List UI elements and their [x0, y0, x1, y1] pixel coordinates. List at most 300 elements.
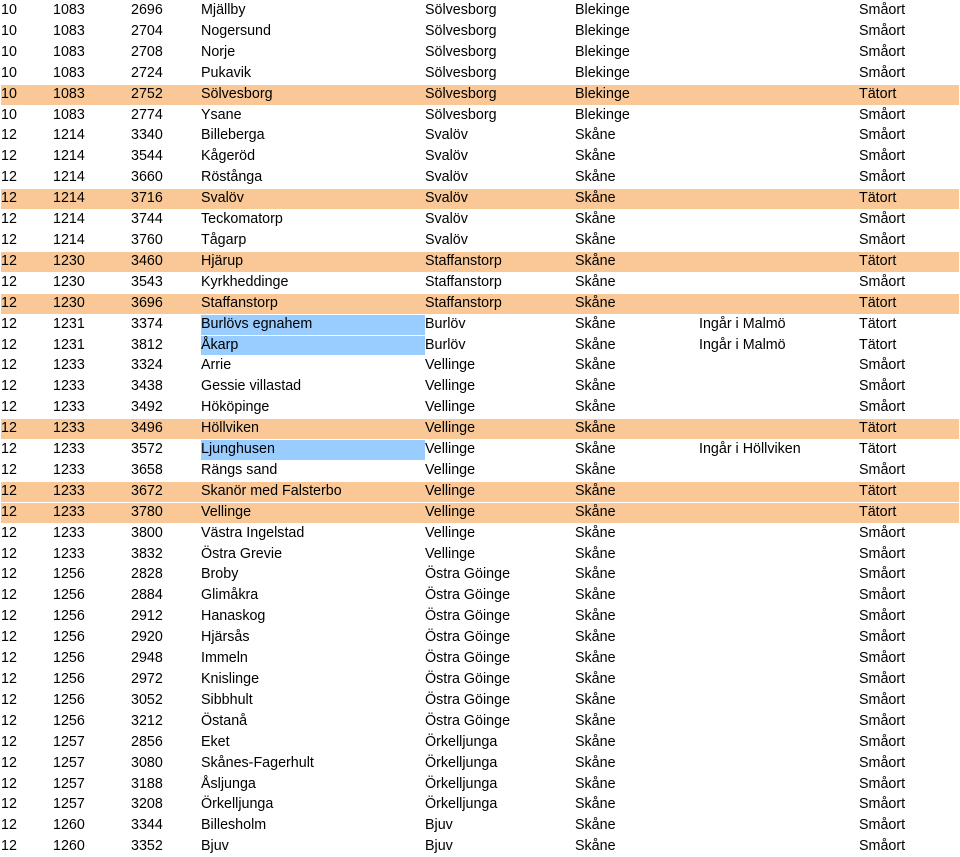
note-cell[interactable] — [699, 607, 859, 628]
locality-type-cell[interactable]: Tätort — [859, 502, 959, 523]
municipality-code-cell[interactable]: 1233 — [53, 544, 131, 565]
locality-code-cell[interactable]: 2972 — [131, 670, 201, 691]
note-cell[interactable] — [699, 753, 859, 774]
locality-code-cell[interactable]: 2704 — [131, 21, 201, 42]
note-cell[interactable] — [699, 251, 859, 272]
municipality-name-cell[interactable]: Vellinge — [425, 544, 575, 565]
locality-name-cell[interactable]: Höllviken — [201, 419, 425, 440]
locality-type-cell[interactable]: Småort — [859, 460, 959, 481]
county-name-cell[interactable]: Skåne — [575, 440, 699, 461]
locality-type-cell[interactable]: Tätort — [859, 481, 959, 502]
county-name-cell[interactable]: Blekinge — [575, 84, 699, 105]
locality-code-cell[interactable]: 3760 — [131, 230, 201, 251]
note-cell[interactable] — [699, 84, 859, 105]
municipality-name-cell[interactable]: Östra Göinge — [425, 586, 575, 607]
locality-name-cell[interactable]: Knislinge — [201, 670, 425, 691]
municipality-code-cell[interactable]: 1214 — [53, 126, 131, 147]
municipality-code-cell[interactable]: 1256 — [53, 586, 131, 607]
locality-name-cell[interactable]: Norje — [201, 42, 425, 63]
locality-name-cell[interactable]: Hököpinge — [201, 398, 425, 419]
municipality-name-cell[interactable]: Sölvesborg — [425, 105, 575, 126]
locality-type-cell[interactable]: Småort — [859, 837, 959, 857]
lan-code-cell[interactable]: 12 — [1, 335, 53, 356]
locality-name-cell[interactable]: Röstånga — [201, 168, 425, 189]
note-cell[interactable] — [699, 628, 859, 649]
locality-code-cell[interactable]: 2774 — [131, 105, 201, 126]
lan-code-cell[interactable]: 12 — [1, 837, 53, 857]
locality-type-cell[interactable]: Tätort — [859, 419, 959, 440]
county-name-cell[interactable]: Skåne — [575, 335, 699, 356]
locality-type-cell[interactable]: Småort — [859, 816, 959, 837]
municipality-code-cell[interactable]: 1256 — [53, 690, 131, 711]
locality-name-cell[interactable]: Ysane — [201, 105, 425, 126]
lan-code-cell[interactable]: 12 — [1, 460, 53, 481]
municipality-code-cell[interactable]: 1233 — [53, 356, 131, 377]
locality-code-cell[interactable]: 2752 — [131, 84, 201, 105]
municipality-code-cell[interactable]: 1257 — [53, 753, 131, 774]
locality-code-cell[interactable]: 3374 — [131, 314, 201, 335]
locality-code-cell[interactable]: 2884 — [131, 586, 201, 607]
note-cell[interactable]: Ingår i Malmö — [699, 314, 859, 335]
locality-type-cell[interactable]: Småort — [859, 628, 959, 649]
locality-code-cell[interactable]: 3660 — [131, 168, 201, 189]
county-name-cell[interactable]: Skåne — [575, 126, 699, 147]
municipality-code-cell[interactable]: 1231 — [53, 314, 131, 335]
note-cell[interactable] — [699, 649, 859, 670]
note-cell[interactable]: Ingår i Malmö — [699, 335, 859, 356]
municipality-name-cell[interactable]: Svalöv — [425, 126, 575, 147]
county-name-cell[interactable]: Skåne — [575, 670, 699, 691]
locality-type-cell[interactable]: Småort — [859, 753, 959, 774]
county-name-cell[interactable]: Blekinge — [575, 1, 699, 22]
lan-code-cell[interactable]: 12 — [1, 565, 53, 586]
locality-type-cell[interactable]: Tätort — [859, 314, 959, 335]
lan-code-cell[interactable]: 12 — [1, 251, 53, 272]
locality-type-cell[interactable]: Småort — [859, 523, 959, 544]
note-cell[interactable]: Ingår i Höllviken — [699, 440, 859, 461]
locality-name-cell[interactable]: Kyrkheddinge — [201, 272, 425, 293]
municipality-name-cell[interactable]: Staffanstorp — [425, 272, 575, 293]
county-name-cell[interactable]: Blekinge — [575, 105, 699, 126]
note-cell[interactable] — [699, 356, 859, 377]
locality-code-cell[interactable]: 3438 — [131, 377, 201, 398]
locality-code-cell[interactable]: 2708 — [131, 42, 201, 63]
lan-code-cell[interactable]: 12 — [1, 126, 53, 147]
county-name-cell[interactable]: Skåne — [575, 398, 699, 419]
county-name-cell[interactable]: Skåne — [575, 293, 699, 314]
locality-type-cell[interactable]: Småort — [859, 377, 959, 398]
county-name-cell[interactable]: Skåne — [575, 753, 699, 774]
municipality-name-cell[interactable]: Vellinge — [425, 377, 575, 398]
municipality-code-cell[interactable]: 1260 — [53, 816, 131, 837]
locality-type-cell[interactable]: Småort — [859, 126, 959, 147]
county-name-cell[interactable]: Skåne — [575, 607, 699, 628]
locality-code-cell[interactable]: 2948 — [131, 649, 201, 670]
county-name-cell[interactable]: Skåne — [575, 314, 699, 335]
locality-name-cell[interactable]: Östanå — [201, 711, 425, 732]
lan-code-cell[interactable]: 12 — [1, 147, 53, 168]
municipality-name-cell[interactable]: Burlöv — [425, 335, 575, 356]
municipality-name-cell[interactable]: Burlöv — [425, 314, 575, 335]
locality-name-cell[interactable]: Kågeröd — [201, 147, 425, 168]
note-cell[interactable] — [699, 398, 859, 419]
locality-type-cell[interactable]: Tätort — [859, 189, 959, 210]
lan-code-cell[interactable]: 12 — [1, 293, 53, 314]
locality-name-cell[interactable]: Staffanstorp — [201, 293, 425, 314]
lan-code-cell[interactable]: 12 — [1, 586, 53, 607]
municipality-name-cell[interactable]: Vellinge — [425, 419, 575, 440]
county-name-cell[interactable]: Skåne — [575, 565, 699, 586]
municipality-name-cell[interactable]: Vellinge — [425, 440, 575, 461]
note-cell[interactable] — [699, 544, 859, 565]
lan-code-cell[interactable]: 12 — [1, 753, 53, 774]
lan-code-cell[interactable]: 12 — [1, 774, 53, 795]
locality-name-cell[interactable]: Glimåkra — [201, 586, 425, 607]
locality-type-cell[interactable]: Småort — [859, 732, 959, 753]
locality-type-cell[interactable]: Småort — [859, 168, 959, 189]
county-name-cell[interactable]: Skåne — [575, 147, 699, 168]
locality-type-cell[interactable]: Småort — [859, 774, 959, 795]
locality-code-cell[interactable]: 3658 — [131, 460, 201, 481]
county-name-cell[interactable]: Skåne — [575, 816, 699, 837]
county-name-cell[interactable]: Skåne — [575, 356, 699, 377]
municipality-name-cell[interactable]: Örkelljunga — [425, 732, 575, 753]
locality-code-cell[interactable]: 3052 — [131, 690, 201, 711]
locality-code-cell[interactable]: 3744 — [131, 210, 201, 231]
note-cell[interactable] — [699, 63, 859, 84]
locality-code-cell[interactable]: 2724 — [131, 63, 201, 84]
locality-type-cell[interactable]: Småort — [859, 105, 959, 126]
locality-type-cell[interactable]: Tätort — [859, 440, 959, 461]
locality-code-cell[interactable]: 2912 — [131, 607, 201, 628]
municipality-name-cell[interactable]: Staffanstorp — [425, 251, 575, 272]
locality-code-cell[interactable]: 3812 — [131, 335, 201, 356]
county-name-cell[interactable]: Skåne — [575, 711, 699, 732]
lan-code-cell[interactable]: 10 — [1, 84, 53, 105]
municipality-name-cell[interactable]: Östra Göinge — [425, 649, 575, 670]
county-name-cell[interactable]: Skåne — [575, 586, 699, 607]
locality-name-cell[interactable]: Eket — [201, 732, 425, 753]
municipality-code-cell[interactable]: 1214 — [53, 147, 131, 168]
locality-type-cell[interactable]: Småort — [859, 649, 959, 670]
note-cell[interactable] — [699, 272, 859, 293]
municipality-name-cell[interactable]: Östra Göinge — [425, 670, 575, 691]
locality-name-cell[interactable]: Bjuv — [201, 837, 425, 857]
locality-type-cell[interactable]: Småort — [859, 586, 959, 607]
note-cell[interactable] — [699, 210, 859, 231]
locality-code-cell[interactable]: 3672 — [131, 481, 201, 502]
municipality-code-cell[interactable]: 1083 — [53, 21, 131, 42]
locality-type-cell[interactable]: Småort — [859, 272, 959, 293]
county-name-cell[interactable]: Skåne — [575, 272, 699, 293]
lan-code-cell[interactable]: 12 — [1, 168, 53, 189]
municipality-name-cell[interactable]: Svalöv — [425, 189, 575, 210]
locality-code-cell[interactable]: 3543 — [131, 272, 201, 293]
municipality-code-cell[interactable]: 1233 — [53, 502, 131, 523]
lan-code-cell[interactable]: 12 — [1, 502, 53, 523]
locality-type-cell[interactable]: Småort — [859, 544, 959, 565]
note-cell[interactable] — [699, 523, 859, 544]
locality-code-cell[interactable]: 2920 — [131, 628, 201, 649]
locality-type-cell[interactable]: Småort — [859, 711, 959, 732]
locality-name-cell[interactable]: Svalöv — [201, 189, 425, 210]
locality-name-cell[interactable]: Burlövs egnahem — [201, 314, 425, 335]
locality-name-cell[interactable]: Tågarp — [201, 230, 425, 251]
municipality-name-cell[interactable]: Östra Göinge — [425, 607, 575, 628]
municipality-code-cell[interactable]: 1257 — [53, 774, 131, 795]
locality-name-cell[interactable]: Nogersund — [201, 21, 425, 42]
locality-name-cell[interactable]: Örkelljunga — [201, 795, 425, 816]
municipality-code-cell[interactable]: 1214 — [53, 168, 131, 189]
locality-type-cell[interactable]: Tätort — [859, 335, 959, 356]
municipality-code-cell[interactable]: 1256 — [53, 670, 131, 691]
locality-code-cell[interactable]: 2828 — [131, 565, 201, 586]
locality-type-cell[interactable]: Tätort — [859, 293, 959, 314]
locality-name-cell[interactable]: Vellinge — [201, 502, 425, 523]
lan-code-cell[interactable]: 12 — [1, 481, 53, 502]
lan-code-cell[interactable]: 12 — [1, 189, 53, 210]
note-cell[interactable] — [699, 711, 859, 732]
locality-code-cell[interactable]: 3492 — [131, 398, 201, 419]
note-cell[interactable] — [699, 419, 859, 440]
locality-code-cell[interactable]: 2856 — [131, 732, 201, 753]
note-cell[interactable] — [699, 690, 859, 711]
locality-name-cell[interactable]: Sölvesborg — [201, 84, 425, 105]
lan-code-cell[interactable]: 12 — [1, 711, 53, 732]
municipality-name-cell[interactable]: Östra Göinge — [425, 565, 575, 586]
municipality-name-cell[interactable]: Svalöv — [425, 168, 575, 189]
note-cell[interactable] — [699, 42, 859, 63]
locality-type-cell[interactable]: Småort — [859, 63, 959, 84]
municipality-name-cell[interactable]: Sölvesborg — [425, 42, 575, 63]
municipality-code-cell[interactable]: 1233 — [53, 481, 131, 502]
locality-name-cell[interactable]: Billesholm — [201, 816, 425, 837]
county-name-cell[interactable]: Skåne — [575, 837, 699, 857]
lan-code-cell[interactable]: 10 — [1, 42, 53, 63]
locality-code-cell[interactable]: 2696 — [131, 1, 201, 22]
locality-name-cell[interactable]: Östra Grevie — [201, 544, 425, 565]
locality-code-cell[interactable]: 3572 — [131, 440, 201, 461]
municipality-code-cell[interactable]: 1233 — [53, 523, 131, 544]
note-cell[interactable] — [699, 293, 859, 314]
county-name-cell[interactable]: Skåne — [575, 795, 699, 816]
county-name-cell[interactable]: Skåne — [575, 230, 699, 251]
lan-code-cell[interactable]: 12 — [1, 272, 53, 293]
locality-name-cell[interactable]: Hjärup — [201, 251, 425, 272]
note-cell[interactable] — [699, 105, 859, 126]
municipality-code-cell[interactable]: 1233 — [53, 398, 131, 419]
lan-code-cell[interactable]: 12 — [1, 419, 53, 440]
municipality-name-cell[interactable]: Östra Göinge — [425, 628, 575, 649]
locality-type-cell[interactable]: Småort — [859, 21, 959, 42]
locality-type-cell[interactable]: Tätort — [859, 84, 959, 105]
municipality-code-cell[interactable]: 1214 — [53, 189, 131, 210]
municipality-name-cell[interactable]: Vellinge — [425, 502, 575, 523]
locality-type-cell[interactable]: Småort — [859, 147, 959, 168]
locality-type-cell[interactable]: Småort — [859, 1, 959, 22]
locality-name-cell[interactable]: Broby — [201, 565, 425, 586]
locality-name-cell[interactable]: Skanör med Falsterbo — [201, 481, 425, 502]
county-name-cell[interactable]: Skåne — [575, 168, 699, 189]
locality-type-cell[interactable]: Småort — [859, 356, 959, 377]
county-name-cell[interactable]: Skåne — [575, 649, 699, 670]
municipality-code-cell[interactable]: 1233 — [53, 440, 131, 461]
county-name-cell[interactable]: Blekinge — [575, 21, 699, 42]
municipality-name-cell[interactable]: Svalöv — [425, 147, 575, 168]
locality-name-cell[interactable]: Hanaskog — [201, 607, 425, 628]
locality-type-cell[interactable]: Småort — [859, 398, 959, 419]
lan-code-cell[interactable]: 12 — [1, 628, 53, 649]
lan-code-cell[interactable]: 12 — [1, 795, 53, 816]
locality-name-cell[interactable]: Åsljunga — [201, 774, 425, 795]
county-name-cell[interactable]: Skåne — [575, 251, 699, 272]
municipality-code-cell[interactable]: 1083 — [53, 1, 131, 22]
municipality-name-cell[interactable]: Vellinge — [425, 356, 575, 377]
locality-name-cell[interactable]: Västra Ingelstad — [201, 523, 425, 544]
municipality-code-cell[interactable]: 1257 — [53, 732, 131, 753]
municipality-code-cell[interactable]: 1230 — [53, 251, 131, 272]
county-name-cell[interactable]: Skåne — [575, 690, 699, 711]
municipality-name-cell[interactable]: Staffanstorp — [425, 293, 575, 314]
locality-code-cell[interactable]: 3340 — [131, 126, 201, 147]
locality-type-cell[interactable]: Småort — [859, 795, 959, 816]
municipality-code-cell[interactable]: 1233 — [53, 460, 131, 481]
county-name-cell[interactable]: Skåne — [575, 502, 699, 523]
municipality-name-cell[interactable]: Sölvesborg — [425, 84, 575, 105]
municipality-name-cell[interactable]: Sölvesborg — [425, 1, 575, 22]
note-cell[interactable] — [699, 670, 859, 691]
lan-code-cell[interactable]: 12 — [1, 816, 53, 837]
municipality-name-cell[interactable]: Svalöv — [425, 230, 575, 251]
note-cell[interactable] — [699, 189, 859, 210]
locality-code-cell[interactable]: 3324 — [131, 356, 201, 377]
locality-name-cell[interactable]: Hjärsås — [201, 628, 425, 649]
locality-name-cell[interactable]: Mjällby — [201, 1, 425, 22]
locality-type-cell[interactable]: Småort — [859, 210, 959, 231]
locality-code-cell[interactable]: 3544 — [131, 147, 201, 168]
locality-code-cell[interactable]: 3496 — [131, 419, 201, 440]
locality-code-cell[interactable]: 3716 — [131, 189, 201, 210]
locality-code-cell[interactable]: 3208 — [131, 795, 201, 816]
municipality-code-cell[interactable]: 1231 — [53, 335, 131, 356]
municipality-code-cell[interactable]: 1083 — [53, 84, 131, 105]
municipality-name-cell[interactable]: Vellinge — [425, 460, 575, 481]
locality-name-cell[interactable]: Immeln — [201, 649, 425, 670]
municipality-name-cell[interactable]: Vellinge — [425, 398, 575, 419]
county-name-cell[interactable]: Skåne — [575, 189, 699, 210]
locality-code-cell[interactable]: 3800 — [131, 523, 201, 544]
municipality-name-cell[interactable]: Svalöv — [425, 210, 575, 231]
locality-type-cell[interactable]: Småort — [859, 565, 959, 586]
municipality-code-cell[interactable]: 1233 — [53, 377, 131, 398]
locality-name-cell[interactable]: Arrie — [201, 356, 425, 377]
note-cell[interactable] — [699, 230, 859, 251]
locality-code-cell[interactable]: 3188 — [131, 774, 201, 795]
municipality-code-cell[interactable]: 1256 — [53, 711, 131, 732]
municipality-name-cell[interactable]: Bjuv — [425, 837, 575, 857]
lan-code-cell[interactable]: 12 — [1, 607, 53, 628]
locality-code-cell[interactable]: 3080 — [131, 753, 201, 774]
municipality-code-cell[interactable]: 1257 — [53, 795, 131, 816]
lan-code-cell[interactable]: 12 — [1, 649, 53, 670]
lan-code-cell[interactable]: 12 — [1, 440, 53, 461]
note-cell[interactable] — [699, 377, 859, 398]
lan-code-cell[interactable]: 10 — [1, 63, 53, 84]
locality-code-cell[interactable]: 3780 — [131, 502, 201, 523]
municipality-name-cell[interactable]: Örkelljunga — [425, 795, 575, 816]
county-name-cell[interactable]: Skåne — [575, 419, 699, 440]
county-name-cell[interactable]: Blekinge — [575, 42, 699, 63]
note-cell[interactable] — [699, 1, 859, 22]
note-cell[interactable] — [699, 586, 859, 607]
locality-name-cell[interactable]: Åkarp — [201, 335, 425, 356]
lan-code-cell[interactable]: 10 — [1, 105, 53, 126]
municipality-name-cell[interactable]: Vellinge — [425, 481, 575, 502]
locality-type-cell[interactable]: Småort — [859, 670, 959, 691]
locality-code-cell[interactable]: 3212 — [131, 711, 201, 732]
locality-type-cell[interactable]: Småort — [859, 42, 959, 63]
lan-code-cell[interactable]: 12 — [1, 377, 53, 398]
locality-code-cell[interactable]: 3460 — [131, 251, 201, 272]
lan-code-cell[interactable]: 12 — [1, 314, 53, 335]
locality-code-cell[interactable]: 3832 — [131, 544, 201, 565]
county-name-cell[interactable]: Skåne — [575, 523, 699, 544]
locality-name-cell[interactable]: Rängs sand — [201, 460, 425, 481]
municipality-code-cell[interactable]: 1214 — [53, 230, 131, 251]
note-cell[interactable] — [699, 502, 859, 523]
county-name-cell[interactable]: Skåne — [575, 377, 699, 398]
municipality-name-cell[interactable]: Örkelljunga — [425, 774, 575, 795]
lan-code-cell[interactable]: 10 — [1, 1, 53, 22]
county-name-cell[interactable]: Skåne — [575, 210, 699, 231]
municipality-name-cell[interactable]: Vellinge — [425, 523, 575, 544]
lan-code-cell[interactable]: 12 — [1, 690, 53, 711]
municipality-code-cell[interactable]: 1260 — [53, 837, 131, 857]
note-cell[interactable] — [699, 732, 859, 753]
locality-name-cell[interactable]: Pukavik — [201, 63, 425, 84]
municipality-code-cell[interactable]: 1083 — [53, 105, 131, 126]
note-cell[interactable] — [699, 21, 859, 42]
municipality-code-cell[interactable]: 1230 — [53, 293, 131, 314]
locality-type-cell[interactable]: Tätort — [859, 251, 959, 272]
note-cell[interactable] — [699, 816, 859, 837]
county-name-cell[interactable]: Skåne — [575, 481, 699, 502]
municipality-name-cell[interactable]: Bjuv — [425, 816, 575, 837]
municipality-code-cell[interactable]: 1083 — [53, 42, 131, 63]
locality-name-cell[interactable]: Ljunghusen — [201, 440, 425, 461]
note-cell[interactable] — [699, 147, 859, 168]
county-name-cell[interactable]: Skåne — [575, 628, 699, 649]
note-cell[interactable] — [699, 774, 859, 795]
lan-code-cell[interactable]: 10 — [1, 21, 53, 42]
locality-name-cell[interactable]: Gessie villastad — [201, 377, 425, 398]
municipality-name-cell[interactable]: Sölvesborg — [425, 63, 575, 84]
note-cell[interactable] — [699, 795, 859, 816]
lan-code-cell[interactable]: 12 — [1, 523, 53, 544]
county-name-cell[interactable]: Skåne — [575, 774, 699, 795]
lan-code-cell[interactable]: 12 — [1, 544, 53, 565]
municipality-name-cell[interactable]: Östra Göinge — [425, 711, 575, 732]
municipality-code-cell[interactable]: 1233 — [53, 419, 131, 440]
locality-type-cell[interactable]: Småort — [859, 230, 959, 251]
note-cell[interactable] — [699, 126, 859, 147]
locality-code-cell[interactable]: 3344 — [131, 816, 201, 837]
note-cell[interactable] — [699, 168, 859, 189]
county-name-cell[interactable]: Skåne — [575, 460, 699, 481]
note-cell[interactable] — [699, 565, 859, 586]
municipality-name-cell[interactable]: Sölvesborg — [425, 21, 575, 42]
lan-code-cell[interactable]: 12 — [1, 210, 53, 231]
